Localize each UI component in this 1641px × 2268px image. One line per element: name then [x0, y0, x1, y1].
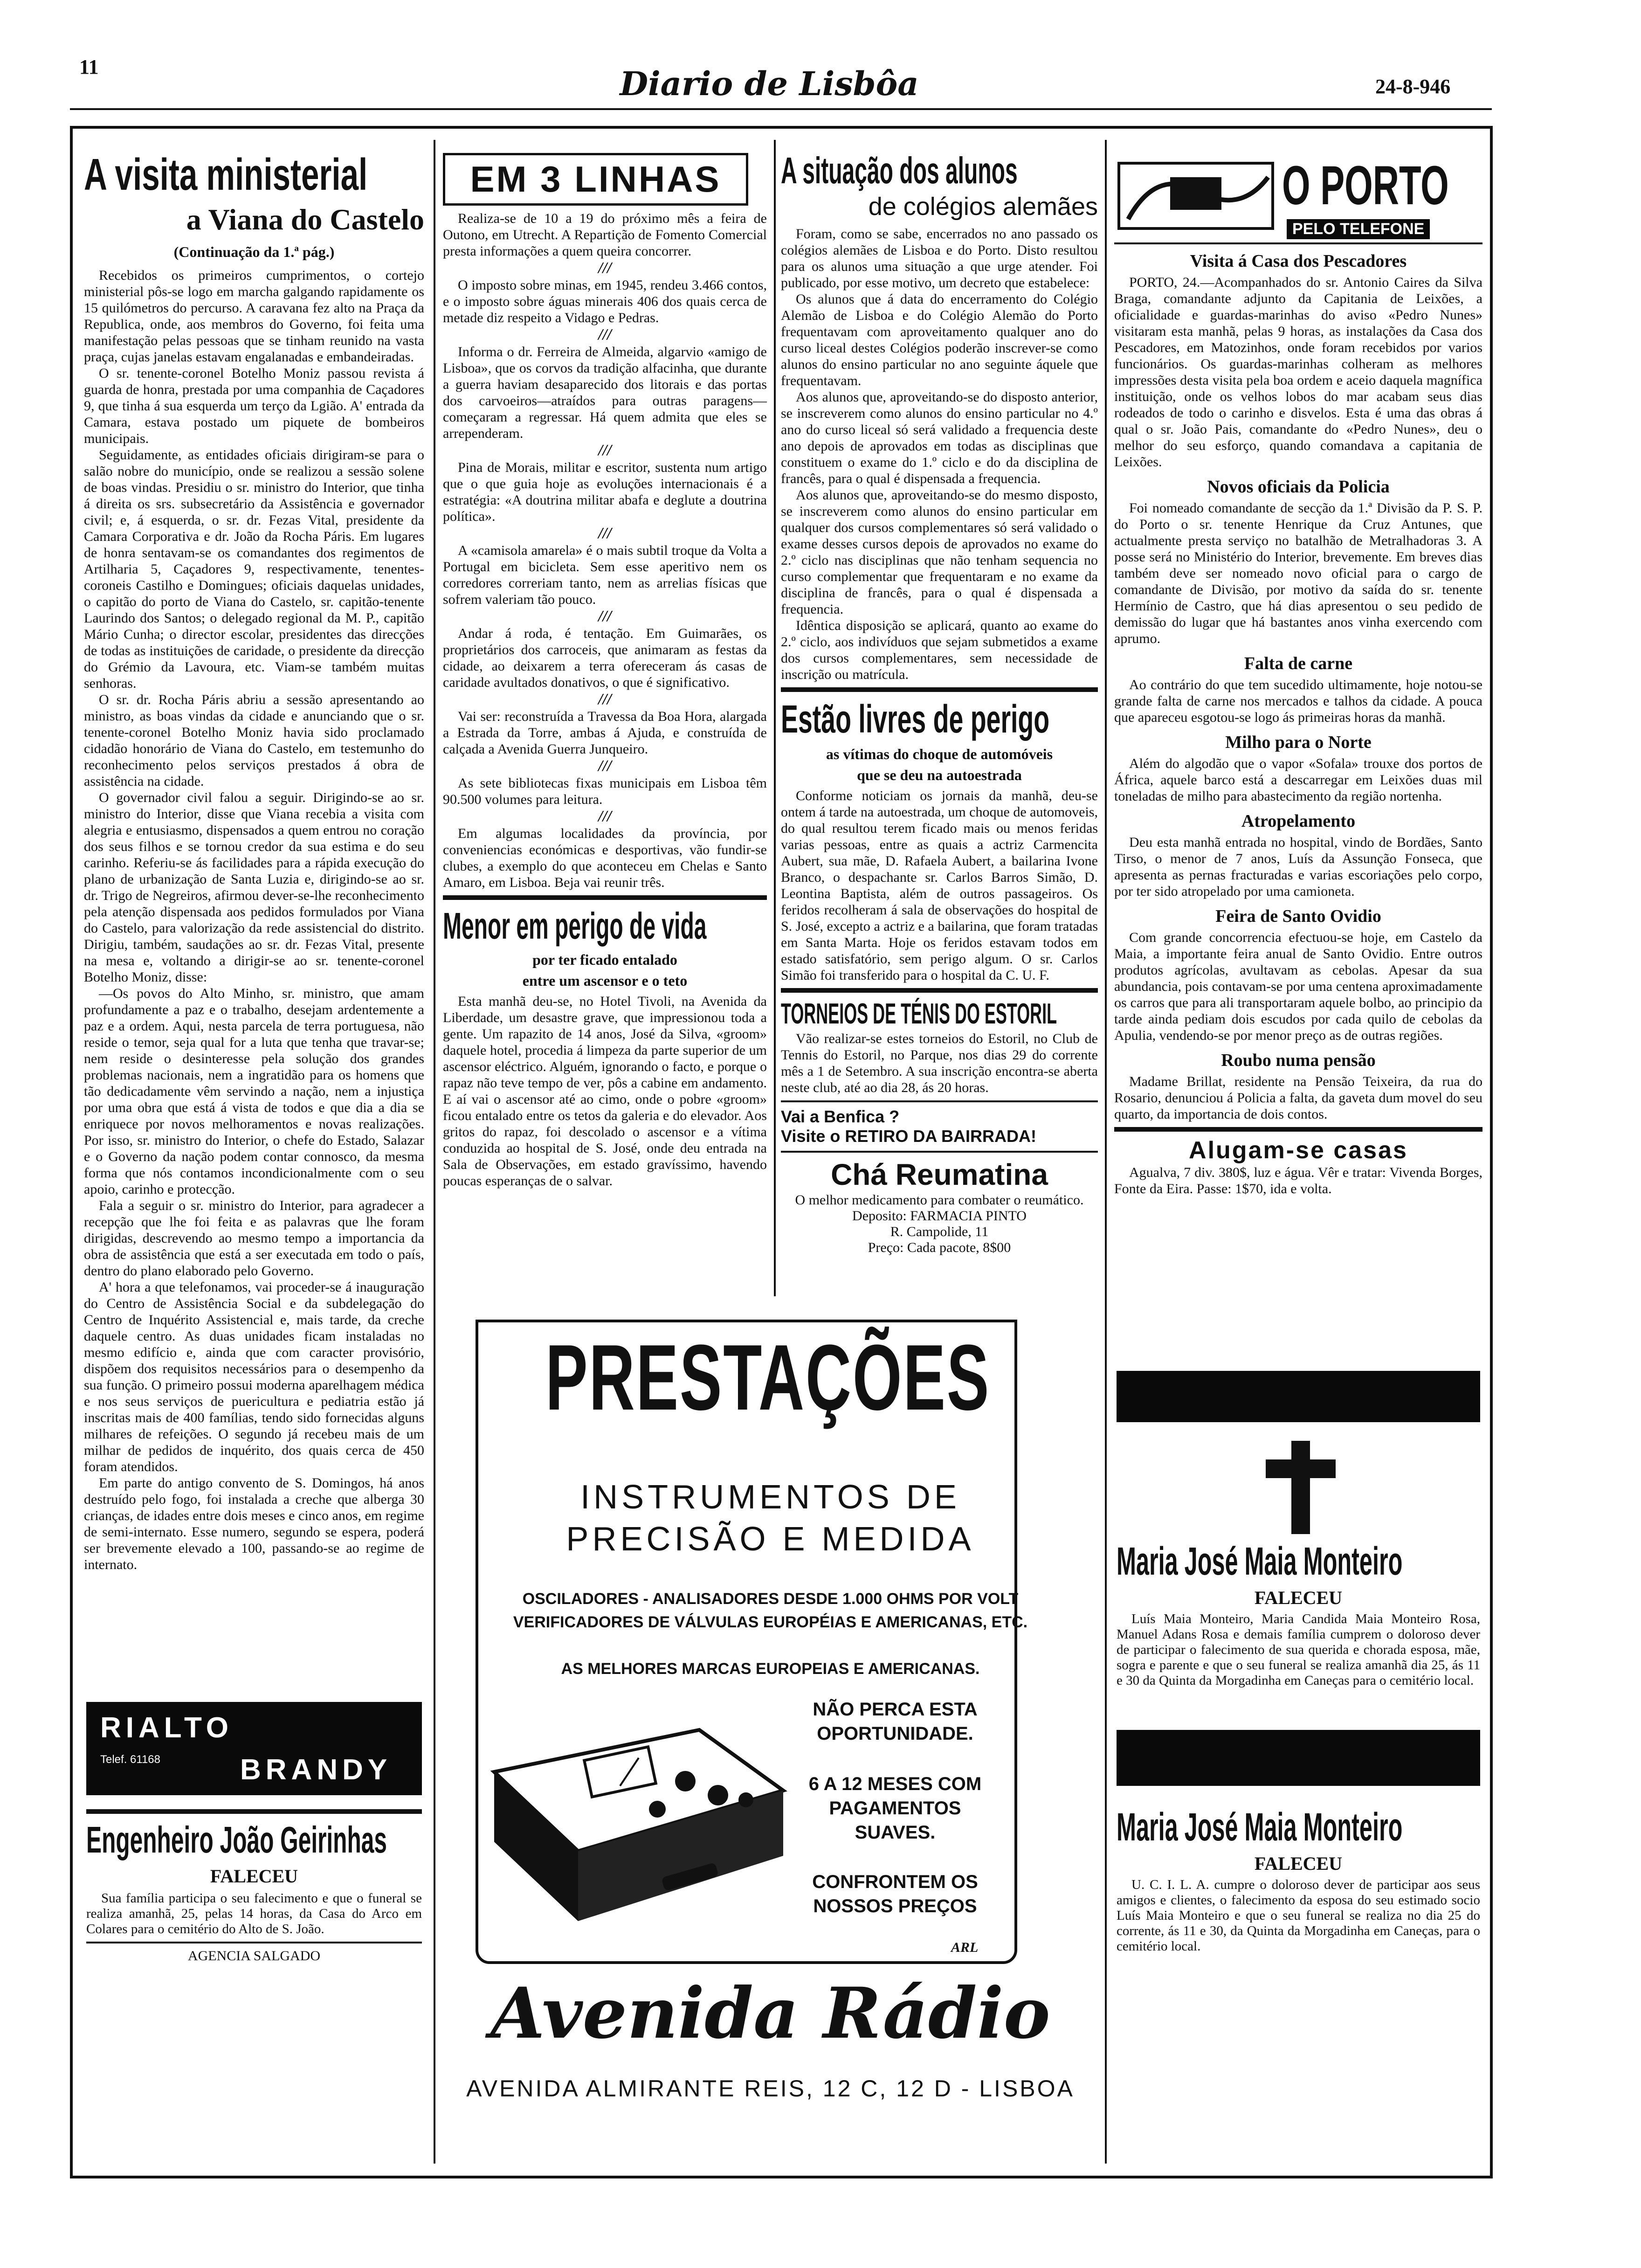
paragraph: Idêntica disposição se aplicará, quanto ao exame do 2.º ciclo, aos indivíduos que sejam submetidos a exame dos cursos complementares, sem necessidade de inscrição ou matrícula.: [781, 618, 1098, 682]
obituary-status: FALECEU: [1254, 1853, 1343, 1874]
ad-right2: 6 A 12 MESES COM PAGAMENTOS SUAVES.: [808, 1774, 982, 1843]
obituary-status: FALECEU: [210, 1866, 298, 1887]
news-item: Pina de Morais, militar e escritor, sustenta num artigo que o que guia hoje as evoluções internacionais é a estratégia: «A doutrina militar abafa e deglute a doutrina política».: [443, 460, 767, 524]
section-text: PORTO, 24.—Acompanhados do sr. Antonio Caires da Silva Braga, comandante adjunto da Capitania de Leixões, a oficialidade e guardas-marinhas do aviso «Pedro Nunes» visitaram esta manhã, pelas 9 horas, as instalações da Casa dos Pescadores, em Matozinhos, onde foram recebidos por varios funcionários. Os guardas-marinhas colheram as melhores impressões desta visita pela boa ordem e aceio daquela magnífica instituição, onde os velhos lobos do mar acabam seus dias rodeados de todo o carinho e disvelos. Esta é uma das obras á qual o sr. João Pais, comandante do «Pedro Nunes», deu o melhor do seu esforço, quando comandava a capitania de Leixões.: [1114, 275, 1482, 470]
ad-right3: CONFRONTEM OS NOSSOS PREÇOS: [812, 1872, 978, 1916]
column-rule: [774, 140, 776, 1296]
torneios-text: Vão realizar-se estes torneios do Estoril, no Club de Tennis do Estoril, no Parque, nos dias 29 do corrente mês a 1 de Setembro. A sua inscrição encontra-se aberta neste club, até ao dia 28, ás 20 horas.: [781, 1031, 1098, 1095]
porto-title: O PORTO: [1282, 155, 1449, 216]
cha-price: Preço: Cada pacote, 8$00: [868, 1240, 1011, 1255]
news-item: Informa o dr. Ferreira de Almeida, algarvio «amigo de Lisboa», que os corvos da tradição alfacinha, que durante a guerra haviam desaparecido dos litorais e das portas dos carvoeiros—atraídos para outras paragens—começaram a regressar. Há quem admita que eles se arrependeram.: [443, 344, 767, 441]
paragraph: O governador civil falou a seguir. Dirigindo-se ao sr. ministro do Interior, disse que Viana recebia a visita com alegria e entusiasmo, dispensados a quem entrou no coração dos seus filhos e se tornou credor da sua estima e do seu carinho. Referiu-se ás facilidades para a rápida execução do plano de urbanização de Santa Luzia e, dirigindo-se ao sr. dr. Trigo de Negreiros, afirmou dever-se-lhe reconhecimento pela atenção dispensada aos pedidos formulados por Viana do Castelo, para valorização da rede assistencial do distrito. Dirigiu, também, saudações ao sr. dr. Fezas Vital, presente na mesa e, voltando a dirigir-se ao sr. tenente-coronel Botelho Moniz, disse:: [84, 790, 424, 985]
section-text: Ao contrário do que tem sucedido ultimamente, hoje notou-se grande falta de carne nos mercados e talhos da cidade. A pouca que apareceu esgotou-se logo ás primeiras horas da manhã.: [1114, 677, 1482, 725]
section-title: Falta de carne: [1244, 654, 1353, 673]
ad-rialto-line2: BRANDY: [240, 1754, 392, 1786]
ad-rialto-line1: RIALTO: [100, 1712, 234, 1744]
porto-phone-drawing: [1114, 149, 1282, 238]
ad-brand: Avenida Rádio: [490, 1972, 1050, 2054]
paragraph: O sr. tenente-coronel Botelho Moniz passou revista á guarda de honra, prestada por uma companhia de Caçadores 9, que tinha á sua esquerda um terço da Lgião. A' entrada da Camara, estava postado um piquete de bombeiros municipais.: [84, 366, 424, 446]
column-rule: [434, 140, 435, 2164]
section-title: Feira de Santo Ovidio: [1215, 906, 1381, 926]
menor-text: Esta manhã deu-se, no Hotel Tivoli, na Avenida da Liberdade, um desastre grave, que impressionou toda a gente. Um rapazito de 14 anos, José da Silva, «groom» daquele hotel, procedia á limpeza da parte superior de um ascensor eléctrico. Alguém, ignorando o facto, e porque o rapaz não teve tempo de ver, pôs a cabine em andamento. E aí vai o ascensor até ao cimo, onde o pobre «groom» ficou entalado entre os tetos da galeria e do elevador. Aos gritos do rapaz, foi descolado o ascensor e a vítima conduzida ao hospital de S. José, onde deu entrada na Sala de Observações, em estado gravíssimo, havendo poucas esperanças de o salvar.: [443, 994, 767, 1189]
headline-visita: A visita ministerial: [84, 150, 368, 200]
section-title: Visita á Casa dos Pescadores: [1190, 251, 1407, 271]
masthead-rule: [70, 108, 1492, 110]
newspaper-title: Diario de Lisbôa: [620, 64, 919, 103]
section-title: Atropelamento: [1241, 811, 1356, 831]
separator: ///: [598, 691, 612, 708]
ad-rialto-phone: Telef. 61168: [100, 1753, 160, 1766]
headline-3-linhas-box: [443, 153, 748, 206]
news-item: As sete bibliotecas fixas municipais em Lisboa têm 90.500 volumes para leitura.: [443, 775, 767, 807]
headline-3-linhas: EM 3 LINHAS: [470, 159, 721, 200]
obituary-text: Luís Maia Monteiro, Maria Candida Maia Monteiro Rosa, Manuel Adans Rosa e demais família cumprem o doloroso dever de participar o falecimento de sua querida e chorada esposa, mãe, sogra e parente e que o seu funeral se realiza amanhã dia 25, ás 11 e 30 da Quinta da Morgadinha em Caneças para o cemitério local.: [1117, 1611, 1480, 1688]
continuation-note: (Continuação da 1.ª pág.): [173, 243, 335, 260]
obituary-agency: AGENCIA SALGADO: [187, 1948, 321, 1964]
multimeter-knob: [738, 1792, 753, 1807]
black-bar: [1117, 1730, 1480, 1786]
ad-line1: INSTRUMENTOS DE: [580, 1479, 960, 1516]
headline-menor: Menor em perigo de vida: [443, 905, 707, 947]
section-text: Com grande concorrencia efectuou-se hoje, em Castelo da Maia, a importante feira anual de Santo Ovidio. Entre outros produtos agrícolas, avultavam as cebolas. Apesar da sua abundancia, pois contavam-se por uma centena aproximadamente os carros que para ali transportaram aquele bolbo, ao principio da tarde ainda pediam dois escudos por cada quilo de cebolas da Apulia, vendendo-se por menor preço as de outras regiões.: [1114, 930, 1482, 1043]
paragraph: Aos alunos que, aproveitando-se do disposto anterior, se inscreverem como alunos do ensino particular no 4.º ano do curso liceal só será validado a frequencia deste ano depois de aprovados em todas as disciplinas que constituem o exame do 1.º ciclo e do da disciplina de francês, para o qual é dispensada a frequencia.: [781, 389, 1098, 486]
cha-address: R. Campolide, 11: [890, 1224, 989, 1239]
news-item: Vai ser: reconstruída a Travessa da Boa Hora, alargada a Estrada da Torre, ambas á Ajuda, e construída de calçada a Avenida Guerra Junqueiro.: [443, 709, 767, 757]
alugam-title: Alugam-se casas: [1189, 1137, 1408, 1164]
section-title: Novos oficiais da Policia: [1207, 477, 1390, 497]
separator: ///: [598, 608, 612, 625]
obituary-monteiro-1: [1117, 1539, 1480, 1688]
subheadline-estao-1: as vítimas do choque de automóveis: [826, 746, 1053, 762]
paragraph: Fala a seguir o sr. ministro do Interior, para agradecer a recepção que lhe foi feita e as palavras que lhe foram dirigidas, descrevendo ao mesmo tempo a importancia da obra de assistência que está a ser executada em todo o país, dentro do plano elaborado pelo Governo.: [84, 1198, 424, 1279]
headline-situacao: A situação dos alunos: [781, 150, 1018, 191]
section-text: Madame Brillat, residente na Pensão Teixeira, da rua do Rosario, denunciou á Policia a falta, da gaveta dum movel do seu quarto, da importancia de dois contos.: [1114, 1074, 1482, 1122]
news-item: A «camisola amarela» é o mais subtil troque da Volta a Portugal em bicicleta. Sem esse aperitivo nem os corredores correriam tanto, nem as arrelias físicas que sofrem valeriam tão pouco.: [443, 543, 767, 607]
ad-line3: OSCILADORES - ANALISADORES DESDE 1.000 OHMS POR VOLT: [522, 1590, 1019, 1608]
headline-estao: Estão livres de perigo: [781, 697, 1050, 741]
paragraph: O sr. dr. Rocha Páris abriu a sessão apresentando ao ministro, as boas vindas da cidade e anunciando que o sr. tenente-coronel Botelho Moniz havia sido proclamado cidadão honorário de Viana do Castelo, em testemunho do reconhecimento pelos serviços prestados á obra de assistência na cidade.: [84, 692, 424, 789]
paragraph: —Os povos do Alto Minho, sr. ministro, que amam profundamente a paz e o trabalho, desejam ardentemente a paz e a ordem. Aqui, nesta parcela de terra portuguesa, não reside o temor, seja qual for a luta que tenha que travar-se; nem reside o desinteresse pela solução dos grandes problemas nacionais, nem a ingratidão para os homens que tão dedicadamente vêm servindo a nação, nem a injustiça por uma obra que está á vista de todos e que dia a dia se enriquece por novos melhoramentos e novas realizações. Por isso, sr. ministro do Interior, o chefe do Estado, Salazar e o Governo da nação podem contar connosco, da mesma forma que nós contamos incondicionalmente com o seu apoio, carinho e protecção.: [84, 986, 424, 1197]
cha-text: O melhor medicamento para combater o reumático.: [795, 1192, 1084, 1208]
multimeter-knob: [649, 1801, 666, 1818]
ad-artist-signature: ARL: [951, 1940, 979, 1955]
news-item: Andar á roda, é tentação. Em Guimarães, os proprietários dos carroceis, que animaram as festas da cidade, ao deixarem a terra ofereceram ás casas de caridade avultados donativos, o que é significativo.: [443, 626, 767, 690]
multimeter-knob: [708, 1785, 728, 1805]
section-text: Foi nomeado comandante de secção da 1.ª Divisão da P. S. P. do Porto o sr. tenente Henrique da Cruz Antunes, que actualmente presta serviço no batalhão de Metralhadoras 3. A posse será no Ministério do Interior, brevemente. Em breves dias também deve ser nomeado novo oficial para o cargo de comandante de Divisão, por motivo da saída do sr. tenente Hermínio de Castro, que há dias apresentou o seu pedido de demissão do lugar que há bastantes anos vinha exercendo com aprumo.: [1114, 500, 1482, 646]
cha-deposit: Deposito: FARMACIA PINTO: [852, 1208, 1027, 1224]
ad-address: AVENIDA ALMIRANTE REIS, 12 C, 12 D - LISBOA: [466, 2075, 1075, 2102]
separator: ///: [598, 808, 612, 825]
ad-line4: VERIFICADORES DE VÁLVULAS EUROPÉIAS E AMERICANAS, ETC.: [513, 1613, 1028, 1631]
ad-title: PRESTAÇÕES: [545, 1326, 991, 1430]
obituary-status: FALECEU: [1254, 1587, 1343, 1608]
subheadline-colegios: de colégios alemães: [868, 193, 1098, 221]
news-item: O imposto sobre minas, em 1945, rendeu 3.466 contos, e o imposto sobre águas minerais 406 dos quais cerca de metade diz respeito a Vidago e Pedras.: [443, 277, 767, 325]
obituary-text: Sua família participa o seu falecimento e que o funeral se realiza amanhã, 25, pelas 14 horas, da Casa do Arco em Colares para o cemitério do Alto de S. João.: [86, 1891, 422, 1936]
separator: ///: [598, 525, 612, 542]
porto-subtitle: PELO TELEFONE: [1287, 219, 1430, 239]
ad-right1: NÃO PERCA ESTA OPORTUNIDADE.: [813, 1699, 978, 1744]
obituary-name: Maria José Maia Monteiro: [1117, 1805, 1403, 1849]
multimeter-knob: [675, 1771, 696, 1791]
separator: ///: [598, 259, 612, 277]
section-text: Deu esta manhã entrada no hospital, vindo de Bordães, Santo Tirso, o menor de 7 anos, Luís da Assunção Fonseca, que apresenta as pernas fracturadas e varias escoriações pelo corpo, por ter sido atropelado por uma camioneta.: [1114, 835, 1482, 899]
obituary-monteiro-2: [1117, 1805, 1480, 1954]
benfica-line2: Visite o RETIRO DA BAIRRADA!: [781, 1127, 1037, 1146]
separator: ///: [598, 442, 612, 459]
obituary-text: U. C. I. L. A. cumpre o doloroso dever de participar aos seus amigos e clientes, o falecimento da esposa do seu estimado socio Luís Maia Monteiro e que o seu funeral se realiza no dia 25 do corrente, ás 11 e 30, da Quinta da Morgadinha em Caneças, para o cemitério local.: [1117, 1877, 1480, 1954]
subheadline-menor-2: entre um ascensor e o teto: [522, 972, 688, 989]
column-3: [781, 140, 1098, 1296]
separator: ///: [598, 326, 612, 343]
multimeter-illustration: [485, 1702, 793, 1954]
paragraph: Em parte do antigo convento de S. Domingos, há anos destruído pelo fogo, foi instalada a creche que alberga 30 crianças, de idades entre dois meses e cinco anos, em regime de semi-internato. Esse numero, segundo se espera, poderá ser brevemente elevado a 100, passando-se ao regime de internato.: [84, 1475, 424, 1572]
section-title: Roubo numa pensão: [1221, 1051, 1376, 1070]
paragraph: Aos alunos que, aproveitando-se do mesmo disposto, se inscreverem como alunos do ensino particular em qualquer dos cursos complementares só será validado o exame desses cursos depois de aprovados no exame do 2.º ciclo nas disciplinas que não tenham sequencia no curso complementar que frequentaram e no exame da disciplina de francês, para o qual é dispensada a frequencia.: [781, 487, 1098, 617]
section-text: Além do algodão que o vapor «Sofala» trouxe dos portos de África, aquele barco está a descarregar em Leixões duas mil toneladas de milho para abastecimento da região nortenha.: [1114, 756, 1482, 804]
benfica-line1: Vai a Benfica ?: [781, 1107, 900, 1126]
obituary-geirinhas: [86, 1805, 422, 1964]
paragraph: Os alunos que á data do encerramento do Colégio Alemão de Lisboa e do Colégio Alemão do Porto frequentavam com aproveitamento qualquer ano do curso liceal destes Colégios poderão inscrever-se como alunos do ensino particular no ano seguinte áquele que frequentavam.: [781, 291, 1098, 388]
page-number: 11: [79, 55, 99, 78]
ad-line5: AS MELHORES MARCAS EUROPEIAS E AMERICANAS.: [561, 1660, 980, 1678]
paragraph: Recebidos os primeiros cumprimentos, o cortejo ministerial pôs-se logo em marcha galgando rapidamente os 15 quilómetros do percurso. A caravana fez alto na Praça da Republica, onde, aos membros do Governo, foi feita uma manifestação pelas pessoas que se tinham reunido na vasta praça, cujas janelas estavam engalanadas e embandeiradas.: [84, 268, 424, 365]
black-bar: [1117, 1371, 1480, 1422]
separator: ///: [598, 757, 612, 774]
obituary-name: Maria José Maia Monteiro: [1117, 1539, 1403, 1583]
news-item: Em algumas localidades da província, por conveniencias económicas e desportivas, vão fundir-se clubes, a exemplo do que aconteceu em Chelas e Santo Amaro, em Lisboa. Beja vai reunir três.: [443, 826, 767, 890]
subheadline-viana: a Viana do Castelo: [186, 203, 424, 236]
headline-torneios: TORNEIOS DE TÉNIS DO ESTORIL: [781, 998, 1057, 1030]
cross-icon: [1266, 1441, 1336, 1534]
paragraph: Seguidamente, as entidades oficiais dirigiram-se para o salão nobre do município, onde se realizou a sessão solene de boas vindas. Presidiu o sr. ministro do Interior, que tinha á direita os srs. subsecretário da Assistência e governador civil; e, á esquerda, o sr. dr. Fezas Vital, presidente da Camara Corporativa e dr. João da Rocha Páris. Em lugares de honra sentavam-se os comandantes dos regimentos de Artilharia 5, Caçadores 9, respectivamente, tenentes-coroneis Castilho e Domingues; oficiais daquelas unidades, o capitão do porto de Viana do Castelo, sr. capitão-tenente Laurindo dos Santos; o delegado regional da M. P., capitão Mário Cunha; o director escolar, presidentes das direcções de todas as instituições de caridade, o presidente da direcção do Grémio da Lavoura, etc. Viam-se também muitas senhoras.: [84, 447, 424, 691]
column-rule: [1105, 140, 1107, 2164]
ad-avenida-radio: [443, 1306, 1098, 2145]
subheadline-estao-2: que se deu na autoestrada: [857, 767, 1022, 783]
issue-date: 24-8-946: [1375, 75, 1451, 98]
porto-banner: [1114, 149, 1482, 244]
section-title: Milho para o Norte: [1225, 733, 1372, 752]
ad-rialto-brandy: [86, 1702, 422, 1795]
news-item: Realiza-se de 10 a 19 do próximo mês a feira de Outono, em Utrecht. A Repartição de Fomento Comercial presta informações a quem queira concorrer.: [443, 211, 767, 259]
paragraph: Foram, como se sabe, encerrados no ano passado os colégios alemães de Lisboa e do Porto. Disto resultou para os alunos uma situação a que urge atender. Foi publicado, por esse motivo, um decreto que estabelece:: [781, 226, 1098, 290]
obituary-name: Engenheiro João Geirinhas: [86, 1819, 387, 1860]
ad-line2: PRECISÃO E MEDIDA: [566, 1521, 975, 1558]
alugam-text: Agualva, 7 div. 380$, luz e água. Vêr e tratar: Vivenda Borges, Fonte da Eira. Passe: 1$70, ida e volta.: [1114, 1165, 1482, 1196]
estao-text: Conforme noticiam os jornais da manhã, deu-se ontem á tarde na autoestrada, um choque de automoveis, do qual resultou terem ficado mais ou menos feridas varias pessoas, entre as quais a actriz Carmencita Aubert, sua mãe, D. Rafaela Aubert, a bailarina Ivone Branco, o despachante sr. Carlos Barros Simão, D. Leontina Baptista, além de outros passageiros. Os feridos recolheram á sala de observações do hospital de S. José, excepto a actriz e a bailarina, que foram tratadas em Santa Marta. Hoje os feridos estavam todos em estado satisfatório, sem perigo algum. O sr. Carlos Simão foi transferido para o hospital da C. U. F.: [781, 788, 1098, 983]
column-2: [443, 140, 767, 1296]
subheadline-menor-1: por ter ficado entalado: [532, 951, 677, 968]
headline-cha-reumatina: Chá Reumatina: [831, 1158, 1048, 1191]
paragraph: A' hora a que telefonamos, vai proceder-se á inauguração do Centro de Assistência Social e da subdelegação do Centro de Inquérito Assistencial e, mais tarde, da creche daquele centro. As duas unidades ficam instaladas no mesmo edifício e, ainda que com caracter provisório, dispõem dos requisitos necessários para o desempenho da sua função. O primeiro possui moderna aparelhagem médica e nos seus serviços de puericultura e pediatria estão já inscritas mais de 400 famílias, tendo sido fornecidas alguns milhares de refeições. O segundo já recebeu mais de um milhar de pedidos de inquérito, dos quais cerca de 450 foram atendidos.: [84, 1279, 424, 1474]
